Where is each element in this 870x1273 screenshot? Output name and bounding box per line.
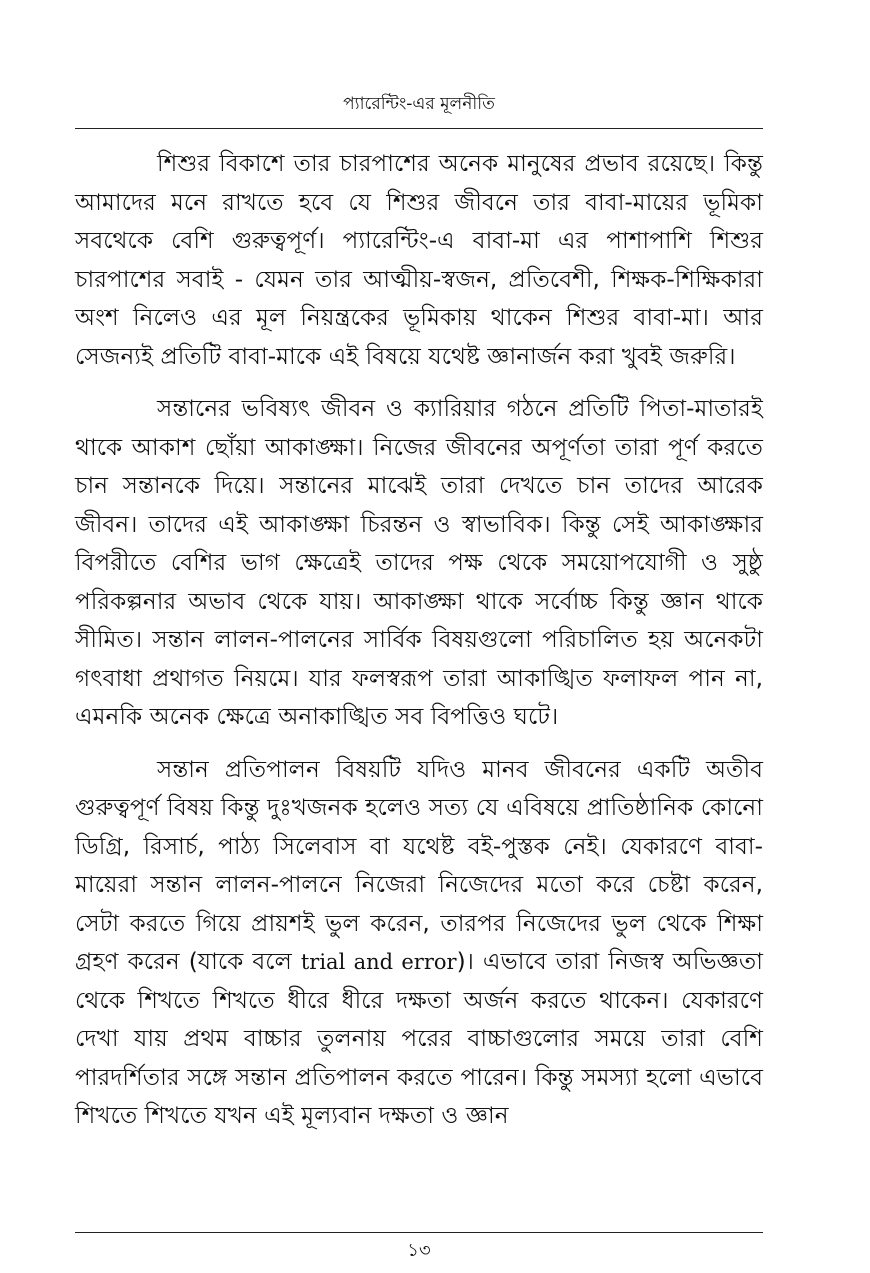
paragraph-3-text-a: সন্তান প্রতিপালন বিষয়টি যদিও মানব জীবনের একটি অতীব গুরুত্বপূর্ণ বিষয় কিন্তু দুঃখজনক হলেও সত্য যে এবিষয়ে প্রাতিষ্ঠানিক কোনো ডিগ্রি, রিসার্চ, পাঠ্য সিলেবাস বা যথেষ্ট বই-পুস্তক নেই। যেকারণে বাবা-মায়েরা সন্তান লালন-পালনে নিজেরা নিজেদের মতো করে চেষ্টা করেন, সেটা করতে গিয়ে প্রায়শই ভুল করেন, তারপর নিজেদের ভুল থেকে শিক্ষা গ্রহণ করেন (যাকে বলে [75,755,763,975]
page-number: ১৩ [407,1240,431,1261]
paragraph-1: শিশুর বিকাশে তার চারপাশের অনেক মানুষের প্রভাব রয়েছে। কিন্তু আমাদের মনে রাখতে হবে যে শিশুর জীবনে তার বাবা-মায়ের ভূমিকা সবথেকে বেশি গুরুত্বপূর্ণ। প্যারেন্টিং-এ বাবা-মা এর পাশাপাশি শিশুর চারপাশের সবাই - যেমন তার আত্মীয়-স্বজন, প্রতিবেশী, শিক্ষক-শিক্ষিকারা অংশ নিলেও এর মূল নিয়ন্ত্রকের ভূমিকায় থাকেন শিশুর বাবা-মা। আর সেজন্যই প্রতিটি বাবা-মাকে এই বিষয়ে যথেষ্ট জ্ঞানার্জন করা খুবই জরুরি। [75,150,763,370]
paragraph-3 [75,751,763,1136]
paragraph-3-text-b: )। এভাবে তারা নিজস্ব অভিজ্ঞতা থেকে শিখতে শিখতে ধীরে ধীরে দক্ষতা অর্জন করতে থাকেন। যেকারণে দেখা যায় প্রথম বাচ্চার তুলনায় পরের বাচ্চাগুলোর সময়ে তারা বেশি পারদর্শিতার সঙ্গে সন্তান প্রতিপালন করতে পারেন। কিন্তু সমস্যা হলো এভাবে শিখতে শিখতে যখন এই মূল্যবান দক্ষতা ও জ্ঞান [75,948,763,1129]
footer-rule [75,1232,763,1233]
paragraph-2: সন্তানের ভবিষ্যৎ জীবন ও ক্যারিয়ার গঠনে প্রতিটি পিতা-মাতারই থাকে আকাশ ছোঁয়া আকাঙ্ক্ষা। নিজের জীবনের অপূর্ণতা তারা পূর্ণ করতে চান সন্তানকে দিয়ে। সন্তানের মাঝেই তারা দেখতে চান তাদের আরেক জীবন। তাদের এই আকাঙ্ক্ষা চিরন্তন ও স্বাভাবিক। কিন্তু সেই আকাঙ্ক্ষার বিপরীতে বেশির ভাগ ক্ষেত্রেই তাদের পক্ষ থেকে সময়োপযোগী ও সুষ্ঠু পরিকল্পনার অভাব থেকে যায়। আকাঙ্ক্ষা থাকে সর্বোচ্চ কিন্তু জ্ঞান থাকে সীমিত। সন্তান লালন-পালনের সার্বিক বিষয়গুলো পরিচালিত হয় অনেকটা গৎবাধা প্রথাগত নিয়মে। যার ফলস্বরূপ তারা আকাঙ্খিত ফলাফল পান না, এমনকি অনেক ক্ষেত্রে অনাকাঙ্খিত সব বিপত্তিও ঘটে। [75,395,763,730]
latin-phrase: trial and error [300,950,457,974]
page-body [75,145,763,1150]
running-header: প্যারেন্টিং-এর মূলনীতি [343,94,495,114]
header-rule [75,128,763,129]
